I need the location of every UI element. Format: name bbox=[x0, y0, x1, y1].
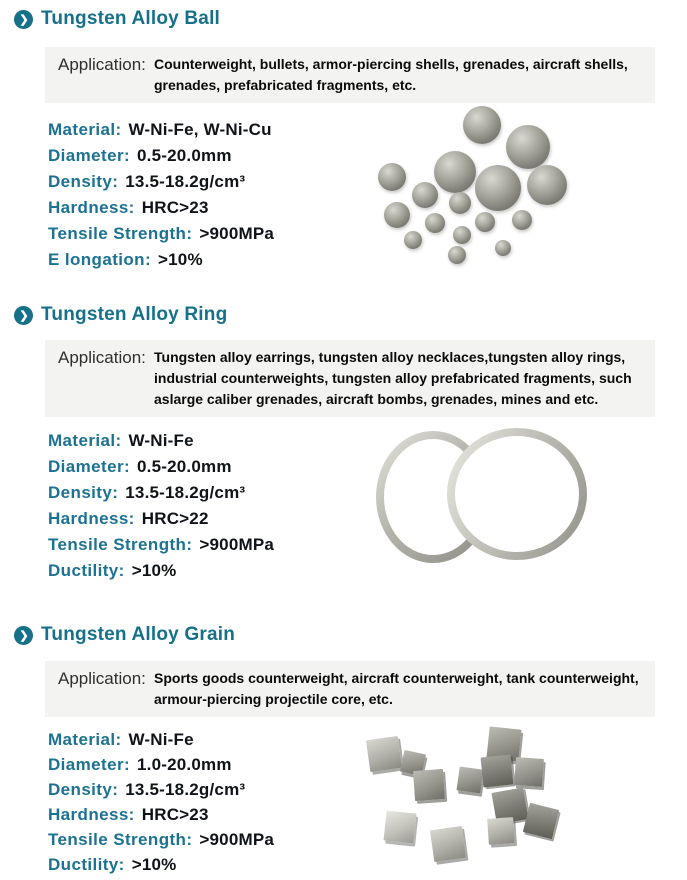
spec-label: E longation: bbox=[48, 250, 152, 269]
application-box bbox=[45, 661, 655, 717]
spec-value: >900MPa bbox=[199, 224, 275, 243]
spec-label: Material: bbox=[48, 729, 122, 749]
ball bbox=[453, 226, 471, 244]
spec-value: HRC>22 bbox=[141, 509, 209, 528]
product-photo-tungsten-balls bbox=[365, 103, 570, 288]
spec-row-tensile-strength bbox=[48, 221, 274, 247]
application-text: Sports goods counterweight, aircraft counterweight, tank counterweight, armour-piercing projectile core, etc. bbox=[154, 670, 639, 707]
spec-label: Hardness: bbox=[48, 509, 135, 528]
ball bbox=[404, 231, 422, 249]
section-title: Tungsten Alloy Ring bbox=[41, 304, 228, 325]
spec-row-density bbox=[48, 169, 274, 195]
cube bbox=[384, 811, 417, 844]
spec-label: Diameter: bbox=[48, 754, 131, 774]
spec-list bbox=[48, 428, 274, 584]
spec-label: Tensile Strength: bbox=[48, 224, 193, 243]
ball bbox=[475, 165, 521, 211]
spec-value: 13.5-18.2g/cm³ bbox=[125, 172, 246, 191]
application-label: Application: bbox=[58, 348, 146, 367]
cube bbox=[523, 803, 559, 839]
section-title: Tungsten Alloy Ball bbox=[41, 8, 221, 29]
spec-label: Diameter: bbox=[48, 146, 131, 165]
spec-label: Material: bbox=[48, 431, 122, 450]
ball bbox=[449, 192, 471, 214]
application-box bbox=[45, 47, 655, 103]
spec-row-hardness bbox=[48, 195, 274, 221]
spec-row-material bbox=[48, 117, 274, 143]
spec-row-ductility bbox=[48, 852, 274, 877]
ball bbox=[512, 210, 532, 230]
section-title: Tungsten Alloy Grain bbox=[41, 624, 236, 645]
chevron-right-icon: ❯ bbox=[14, 626, 33, 645]
spec-value: W-Ni-Fe bbox=[128, 729, 194, 749]
product-photo-tungsten-grains bbox=[355, 712, 570, 864]
application-box bbox=[45, 340, 655, 417]
spec-label: Ductility: bbox=[48, 854, 125, 874]
spec-row-hardness bbox=[48, 802, 274, 827]
spec-row-material bbox=[48, 727, 274, 752]
cube bbox=[514, 757, 544, 787]
spec-row-density bbox=[48, 777, 274, 802]
spec-row-tensile-strength bbox=[48, 532, 274, 558]
spec-value: 0.5-20.0mm bbox=[137, 146, 232, 165]
ball bbox=[412, 182, 438, 208]
spec-value: HRC>23 bbox=[141, 804, 209, 824]
spec-row-tensile-strength bbox=[48, 827, 274, 852]
cube bbox=[487, 817, 515, 845]
spec-row-hardness bbox=[48, 506, 274, 532]
spec-row-material bbox=[48, 428, 274, 454]
chevron-right-icon: ❯ bbox=[14, 306, 33, 325]
ball bbox=[475, 212, 495, 232]
section-header-ball bbox=[14, 8, 220, 30]
application-text: Counterweight, bullets, armor-piercing shells, grenades, aircraft shells, grenades, prefabricated fragments, etc. bbox=[154, 56, 628, 93]
spec-value: >900MPa bbox=[199, 829, 275, 849]
spec-label: Hardness: bbox=[48, 804, 135, 824]
spec-row-density bbox=[48, 480, 274, 506]
ball bbox=[506, 125, 550, 169]
spec-value: >10% bbox=[158, 250, 203, 269]
application-text: Tungsten alloy earrings, tungsten alloy necklaces,tungsten alloy rings, industrial counterweights, tungsten alloy prefabricated fragments, such aslarge caliber grenades, aircraft bombs, grenades, mines and etc. bbox=[154, 349, 632, 407]
spec-value: >10% bbox=[131, 854, 177, 874]
chevron-right-icon: ❯ bbox=[14, 10, 33, 29]
ball bbox=[378, 163, 406, 191]
section-header-ring bbox=[14, 304, 227, 326]
ball bbox=[448, 246, 466, 264]
spec-label: Density: bbox=[48, 483, 119, 502]
ball bbox=[425, 213, 445, 233]
application-label: Application: bbox=[58, 669, 146, 688]
section-header-grain bbox=[14, 624, 235, 646]
spec-value: >900MPa bbox=[199, 535, 275, 554]
spec-label: Tensile Strength: bbox=[48, 535, 193, 554]
ball bbox=[434, 151, 476, 193]
spec-value: 0.5-20.0mm bbox=[137, 457, 232, 476]
spec-value: 1.0-20.0mm bbox=[137, 754, 232, 774]
ball bbox=[463, 106, 501, 144]
spec-label: Hardness: bbox=[48, 198, 135, 217]
cube bbox=[413, 769, 445, 801]
spec-row-ductility bbox=[48, 558, 274, 584]
spec-list bbox=[48, 727, 274, 877]
spec-row-elongation bbox=[48, 247, 274, 273]
spec-label: Tensile Strength: bbox=[48, 829, 193, 849]
spec-value: >10% bbox=[131, 561, 177, 580]
spec-row-diameter bbox=[48, 454, 274, 480]
spec-value: 13.5-18.2g/cm³ bbox=[125, 483, 246, 502]
spec-label: Ductility: bbox=[48, 561, 125, 580]
application-label: Application: bbox=[58, 55, 146, 74]
spec-row-diameter bbox=[48, 752, 274, 777]
spec-value: W-Ni-Fe, W-Ni-Cu bbox=[128, 120, 272, 139]
ball bbox=[495, 240, 511, 256]
spec-row-diameter bbox=[48, 143, 274, 169]
cube bbox=[430, 826, 466, 862]
product-photo-tungsten-rings bbox=[375, 425, 590, 570]
spec-label: Density: bbox=[48, 779, 119, 799]
spec-value: 13.5-18.2g/cm³ bbox=[125, 779, 246, 799]
ball bbox=[527, 165, 567, 205]
cube bbox=[481, 755, 514, 788]
spec-label: Diameter: bbox=[48, 457, 131, 476]
cube bbox=[366, 736, 402, 772]
ring bbox=[447, 428, 587, 560]
spec-value: W-Ni-Fe bbox=[128, 431, 194, 450]
spec-label: Density: bbox=[48, 172, 119, 191]
ball bbox=[384, 202, 410, 228]
cube bbox=[456, 766, 483, 793]
spec-list bbox=[48, 117, 274, 273]
spec-value: HRC>23 bbox=[141, 198, 209, 217]
spec-label: Material: bbox=[48, 120, 122, 139]
